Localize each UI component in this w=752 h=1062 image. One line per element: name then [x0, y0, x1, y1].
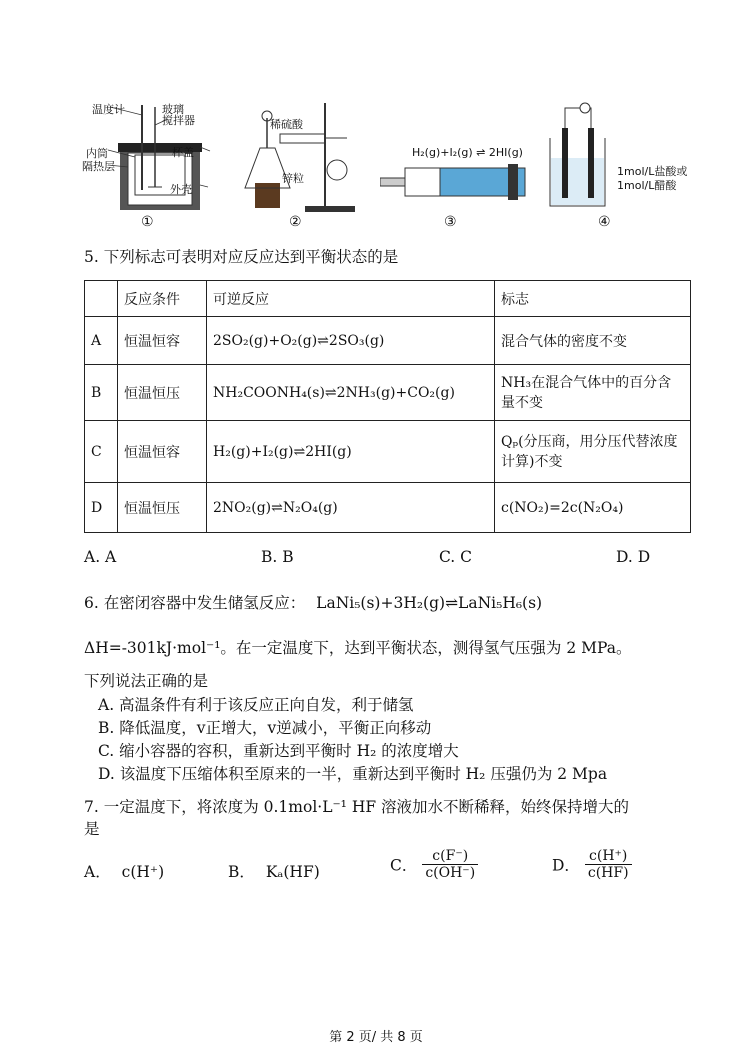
label-thermometer: 温度计 [92, 103, 125, 116]
figure-number-4: ④ [598, 214, 611, 230]
q6-option-c: C. 缩小容器的容积，重新达到平衡时 H₂ 的浓度增大 [98, 742, 459, 760]
row-reaction: 2SO₂(g)+O₂(g)⇌2SO₃(g) [207, 317, 495, 365]
q7-option-c-numerator: c(F⁻) [422, 848, 478, 865]
q7-stem-line2: 是 [84, 820, 100, 838]
q7-option-c-letter: C． [390, 856, 418, 875]
row-reaction: 2NO₂(g)⇌N₂O₄(g) [207, 483, 495, 533]
row-reaction: NH₂COONH₄(s)⇌2NH₃(g)+CO₂(g) [207, 365, 495, 421]
q5-option-d: D. D [616, 548, 651, 566]
row-condition: 恒温恒容 [118, 317, 207, 365]
q6-stem-text: 6. 在密闭容器中发生储氢反应： [84, 594, 306, 612]
q7-option-c-fraction [422, 848, 478, 881]
q7-option-b-expr: Kₐ(HF) [265, 863, 320, 881]
page-footer: 第 2 页/ 共 8 页 [329, 1030, 423, 1045]
q7-option-d-letter: D． [552, 856, 580, 875]
row-condition: 恒温恒压 [118, 483, 207, 533]
label-lid: 杯盖 [172, 146, 194, 159]
figure-conductivity [540, 98, 620, 210]
label-stirrer: 玻璃 搅拌器 [162, 103, 195, 127]
row-condition: 恒温恒压 [118, 365, 207, 421]
header-sign: 标志 [495, 281, 691, 317]
label-dilute-sulfuric-acid: 稀硫酸 [270, 118, 303, 131]
header-reaction: 可逆反应 [207, 281, 495, 317]
q7-option-c-denominator: c(OH⁻) [425, 865, 476, 881]
q6-equation: LaNi₅(s)+3H₂(g)⇌LaNi₅H₆(s) [316, 594, 543, 612]
row-sign: 混合气体的密度不变 [495, 317, 691, 365]
q6-option-b: B. 降低温度，v正增大，v逆减小，平衡正向移动 [98, 719, 432, 737]
q7-option-d [552, 848, 632, 881]
q7-option-a-letter: A． [84, 863, 111, 881]
row-label: C [85, 421, 118, 483]
table-row [85, 317, 691, 365]
label-shell: 外壳 [170, 183, 192, 196]
q7-option-d-denominator: c(HF) [587, 865, 629, 881]
label-inner: 内筒 [86, 147, 108, 160]
row-condition: 恒温恒容 [118, 421, 207, 483]
label-zinc: 锌粒 [282, 172, 304, 185]
row-label: B [85, 365, 118, 421]
q7-option-d-numerator: c(H⁺) [585, 848, 632, 865]
table-row [85, 365, 691, 421]
q7-option-c [390, 848, 478, 881]
q6-option-a: A. 高温条件有利于该反应正向自发，利于储氢 [98, 696, 414, 714]
label-equilibrium-equation: H₂(g)+I₂(g) ⇌ 2HI(g) [412, 146, 523, 159]
q5-option-b: B. B [261, 548, 294, 566]
label-insulation: 隔热层 [82, 160, 115, 173]
q7-option-b [228, 860, 320, 882]
q6-option-d: D. 该温度下压缩体积至原来的一半，重新达到平衡时 H₂ 压强仍为 2 Mpa [98, 765, 608, 783]
q5-option-a: A. A [84, 548, 117, 566]
header-condition: 反应条件 [118, 281, 207, 317]
q7-option-b-letter: B． [228, 863, 255, 881]
q7-option-a-expr: c(H⁺) [121, 863, 165, 881]
figure-number-2: ② [289, 214, 302, 230]
q5-stem: 5. 下列标志可表明对应反应达到平衡状态的是 [84, 248, 399, 266]
q5-option-c: C. C [439, 548, 473, 566]
table-header-row [85, 281, 691, 317]
syringe-drawing [380, 160, 530, 205]
label-acid-solution: 1mol/L盐酸或 1mol/L醋酸 [617, 165, 688, 192]
row-sign: c(NO₂)=2c(N₂O₄) [495, 483, 691, 533]
row-label: A [85, 317, 118, 365]
row-sign: NH₃在混合气体中的百分含量不变 [495, 365, 691, 421]
beaker-drawing [540, 98, 620, 210]
row-label: D [85, 483, 118, 533]
q6-line3: 下列说法正确的是 [84, 672, 209, 690]
table-row [85, 421, 691, 483]
q7-stem-line1: 7. 一定温度下，将浓度为 0.1mol·L⁻¹ HF 溶液加水不断稀释，始终保持增大的 [84, 798, 630, 816]
q6-stem [84, 592, 542, 614]
figure-number-3: ③ [444, 214, 457, 230]
q5-table [84, 280, 691, 533]
figure-number-1: ① [141, 214, 154, 230]
header-blank [85, 281, 118, 317]
q7-option-d-fraction [585, 848, 632, 881]
row-reaction: H₂(g)+I₂(g)⇌2HI(g) [207, 421, 495, 483]
figure-syringe [380, 160, 530, 205]
table-row [85, 483, 691, 533]
q7-option-a [84, 860, 164, 882]
q6-line2: ΔH=-301kJ·mol⁻¹。在一定温度下，达到平衡状态，测得氢气压强为 2 MPa。 [84, 639, 632, 657]
row-sign: Qₚ(分压商，用分压代替浓度计算)不变 [495, 421, 691, 483]
